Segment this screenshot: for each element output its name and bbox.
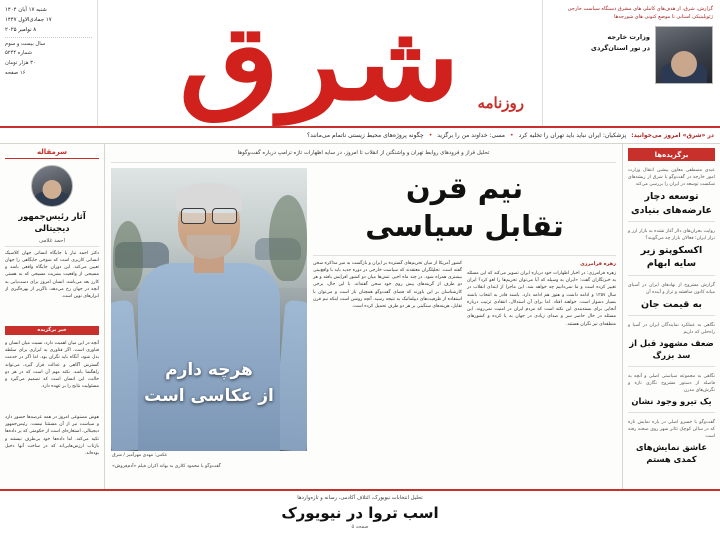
brief-title: اکسکوپتو زیر سایه ابهام (640, 245, 703, 270)
masthead-feature-line2: در تور استان‌گردی (590, 44, 650, 53)
lead-story (111, 163, 616, 485)
newspaper-logo[interactable] (102, 2, 538, 124)
lead-story-columns (313, 255, 616, 485)
ticker-item-1[interactable]: مسی: خداوند من را برگزید (437, 132, 506, 139)
headline-ticker (0, 128, 720, 144)
masthead-logo-area (98, 0, 542, 126)
brief-dek: روایت بحران‌های دلار آغاز نشده به بازار ارز و تراز ایران؛ فعالان بازار چه می‌گویند؟ (628, 228, 715, 242)
editorial-title[interactable]: آثار رئیس‌جمهور دیجیتالی (18, 211, 86, 233)
main-content (104, 144, 622, 489)
brief-title: توسعه دچار عارضه‌های بنیادی (630, 191, 713, 216)
footer-headline: اسب تروا در نیویورک (281, 504, 439, 523)
ticker-separator-1: • (428, 132, 433, 139)
masthead (0, 0, 720, 128)
ticker-separator-0: • (510, 132, 514, 139)
page-title (313, 168, 616, 251)
lead-photo-block (111, 168, 307, 485)
meta-line-3: ۱۶ صفحه (5, 70, 26, 77)
photo-caption: گفت‌وگو با محمود کلاری به بهانه اکران فیلم «آدم‌فروش» (112, 463, 221, 469)
avatar (31, 165, 73, 207)
editorial-body-1: دکتر احمد تبار با جایگاه انسانی جهان کلاسیک انسانی کاربری است که شوخی جایگاهی را جهان تعیین می‌کند. این دوران جایگاه واقعی باشد و مسیحی از واقعیت بشریت مسیحی که به هستی کارز بعد می‌باشد. انسان امروز برای دست‌یابی به آنچه در جهان رخ می‌دهد، ناگزیر از بهره‌گیری از ابزارهای نوین است. (5, 250, 99, 300)
editorial-body-2: آنچه در این میان اهمیت دارد، نسبت میان انسان و فناوری است. اگر فناوری به ابزاری برای سلطه بدل شود، آنگاه باید نگران بود. اما اگر در خدمت گسترش آگاهی و عدالت قرار گیرد، می‌تواند راهگشا باشد. نکته مهم آن است که در هر دو حالت، این انسان است که تصمیم می‌گیرد و مسئولیت نتایج را بر عهده دارد. (5, 340, 99, 390)
page-body (0, 144, 720, 489)
photo-tree-left (269, 195, 307, 281)
publication-date (5, 5, 92, 38)
ticker-item-2[interactable]: چگونه پروژه‌های محیط زیستی ناتمام می‌مانند؟ (306, 132, 424, 139)
article-body-1: زهره فرامرزی: در اخبار اظهارات خود درباره ایران تصویر می‌کند که این مسئله به خبرنگاران گفت: «ایران به وسیله که آیا می‌توان تحریم‌ها را لغو کرد؟ ایران تغییر کرده است و ما نمی‌دانیم چه خواهد شد. این ماجرا از ابتدای انقلاب در سال ۱۳۵۷ و ادامه داشت و هنوز هم ادامه دارد. باشند قادر به انتخاب باشند بسیار دشوار است. خواهند افتاد. اما برای آن استدلال، انتقادی ترتیب درباره آنجایی برای بسته‌بندی این نکته است که مردم ایران در امنیت نمی‌روند. این مسئله در حال حاضر سر و صدای زیادی در جهان به پا کرده و کشورهای منطقه‌ای نیز نگران هستند. (467, 270, 616, 327)
photo-credit: عکس: مهدی مهرآمیز / شرق (112, 453, 168, 459)
status-badge: خبر برگزیده (5, 326, 99, 335)
footer-kicker: تحلیل انتخابات نیویورک، ائتلاف آکادمی، رسانه و تازه‌واردها (297, 494, 423, 501)
ticker-lead-label: در «شرق» امروز می‌خوانید: (631, 132, 714, 139)
lead-story-text (313, 168, 616, 485)
date-line-2: ۸ نوامبر ۲۰۲۵ (5, 27, 37, 33)
masthead-right-block (542, 0, 720, 126)
masthead-left-block (0, 0, 98, 126)
publication-meta (5, 40, 92, 80)
list-item[interactable] (628, 319, 715, 367)
editorial-author: احمد غلامی (5, 238, 99, 247)
photo-quote-overlay (119, 357, 299, 410)
masthead-feature-caption (591, 26, 650, 54)
sidebar-highlights (622, 144, 720, 489)
photo-subject-glasses (181, 208, 237, 223)
lead-story-kicker: تحلیل فراز و فرودهای روابط تهران و واشنگتن از انقلاب تا امروز، در سایه اظهارات تازه ترامپ درباره گفت‌وگوها (111, 148, 616, 163)
newspaper-logo-subtitle: روزنامه (477, 94, 524, 112)
footer-page-reference: صفحه ۵ (351, 524, 369, 531)
meta-line-2: ۳۰ هزار تومان (5, 60, 36, 67)
article-column-1 (467, 260, 616, 485)
photo-tree-right (113, 221, 143, 291)
headline-line-2: تقابل سیاسی (365, 208, 564, 243)
ticker-item-0[interactable]: پزشکیان: ایران نباید باید تهران را تخلیه کرد (518, 132, 627, 139)
editorial-header: سرمقاله (5, 148, 99, 159)
meta-line-0: سال بیست و سوم (5, 40, 46, 47)
lead-photo[interactable] (111, 168, 307, 451)
brief-dek: گزارش مشروح از نهادهای ایران در آسیای میانه کانون مناقشه و تراز و آینده آن (628, 282, 715, 295)
brief-title: یک تیرو وجود نشان (631, 396, 712, 407)
brief-dek: گفت‌وگو با خسرو اصلی در باره نمایش تازه که در سالن کوچک تئاتر شهر روی صحنه رفته است (628, 420, 715, 440)
photo-quote-line-1: هرچه دارم (165, 359, 253, 380)
newspaper-logo-text: شرق (179, 1, 461, 125)
footer-story[interactable] (0, 489, 720, 533)
article-body-2: کشور آمریکا از میان تحریم‌های گسترده بر ایران و بازگشت به میز مذاکره سخن گفته است. تحلیلگران معتقدند که سیاست خارجی در دوره جدید باید با واقع‌بینی بیشتری همراه شود. در چند ماه اخیر، تنش‌ها میان دو کشور افزایش یافته و هر دو طرف از گزینه‌های پیش روی خود سخن گفته‌اند. با این حال، برخی کارشناسان بر این باورند که فضای گفت‌وگو همچنان باز است و می‌توان با استفاده از ظرفیت‌های دیپلماتیک به نتیجه رسید. آنچه روشن است اینکه نیم قرن تقابل، هزینه‌های سنگینی بر هر دو طرف تحمیل کرده است. (313, 260, 462, 310)
masthead-portrait-photo (655, 26, 713, 84)
masthead-kicker: گزارش، شرق، از هدف‌های کاملی های مشرق دستگاه سیاست خارجی ژئوپلیتیکی استانی تا موضع کنونی های شورجه‌ها (567, 6, 713, 20)
date-line-0: شنبه ۱۷ آبان ۱۴۰۴ (5, 7, 47, 13)
list-item[interactable] (628, 225, 715, 276)
article-byline: زهره فرامرزی (580, 260, 616, 267)
editorial-column (0, 144, 104, 489)
brief-title: ضعف مشهود قبل از سد بزرگ (629, 338, 714, 361)
editorial-body-3: هوش مصنوعی امروز در همه عرصه‌ها حضور دارد و سیاست نیز از آن مستثنا نیست. رئیس‌جمهور دیجیتالی، استعاره‌ای است از حکومتی که بر داده‌ها تکیه می‌کند. اما داده‌ها خود بی‌طرف نیستند و بازتاب ارزش‌هایی‌اند که در ساخت آنها دخیل بوده‌اند. (5, 414, 99, 457)
list-item[interactable] (628, 279, 715, 317)
meta-line-1: شماره ۵۲۴۴ (5, 50, 32, 57)
brief-dek: عبدی مصطفی معاون پیشین انتقال وزارت امور خارجه در گفت‌وگو با شرق از ریشه‌های شکست توسعه در ایران را بررسی می‌کند (628, 168, 715, 188)
photo-quote-line-2: از عکاسی است (144, 385, 274, 406)
headline-line-1: نیم قرن (405, 171, 524, 206)
list-item[interactable] (628, 416, 715, 470)
highlights-header: برگزیده‌ها (628, 148, 715, 161)
brief-title: به قیمت جان (641, 298, 702, 310)
brief-title: عاشق نمایش‌های کمدی هستم (635, 442, 708, 465)
photo-subject-beard (187, 235, 231, 259)
masthead-feature[interactable] (550, 26, 713, 84)
article-column-2 (313, 260, 462, 485)
list-item[interactable] (628, 164, 715, 222)
date-line-1: ۱۷ جمادی‌الاول ۱۴۴۷ (5, 17, 52, 23)
brief-dek: نگاهی به عملکرد نمایندگان ایران در آسیا و راه‌حلی که داریم (628, 323, 715, 336)
brief-dek: نگاهی به مجموعه سیاستی اصلی و آنچه به فاصله از دستور مشروح نگاری تازه و نگرش‌های مدرن (628, 374, 715, 394)
list-item[interactable] (628, 370, 715, 413)
masthead-feature-line1: وزارت خارجه (607, 33, 650, 41)
